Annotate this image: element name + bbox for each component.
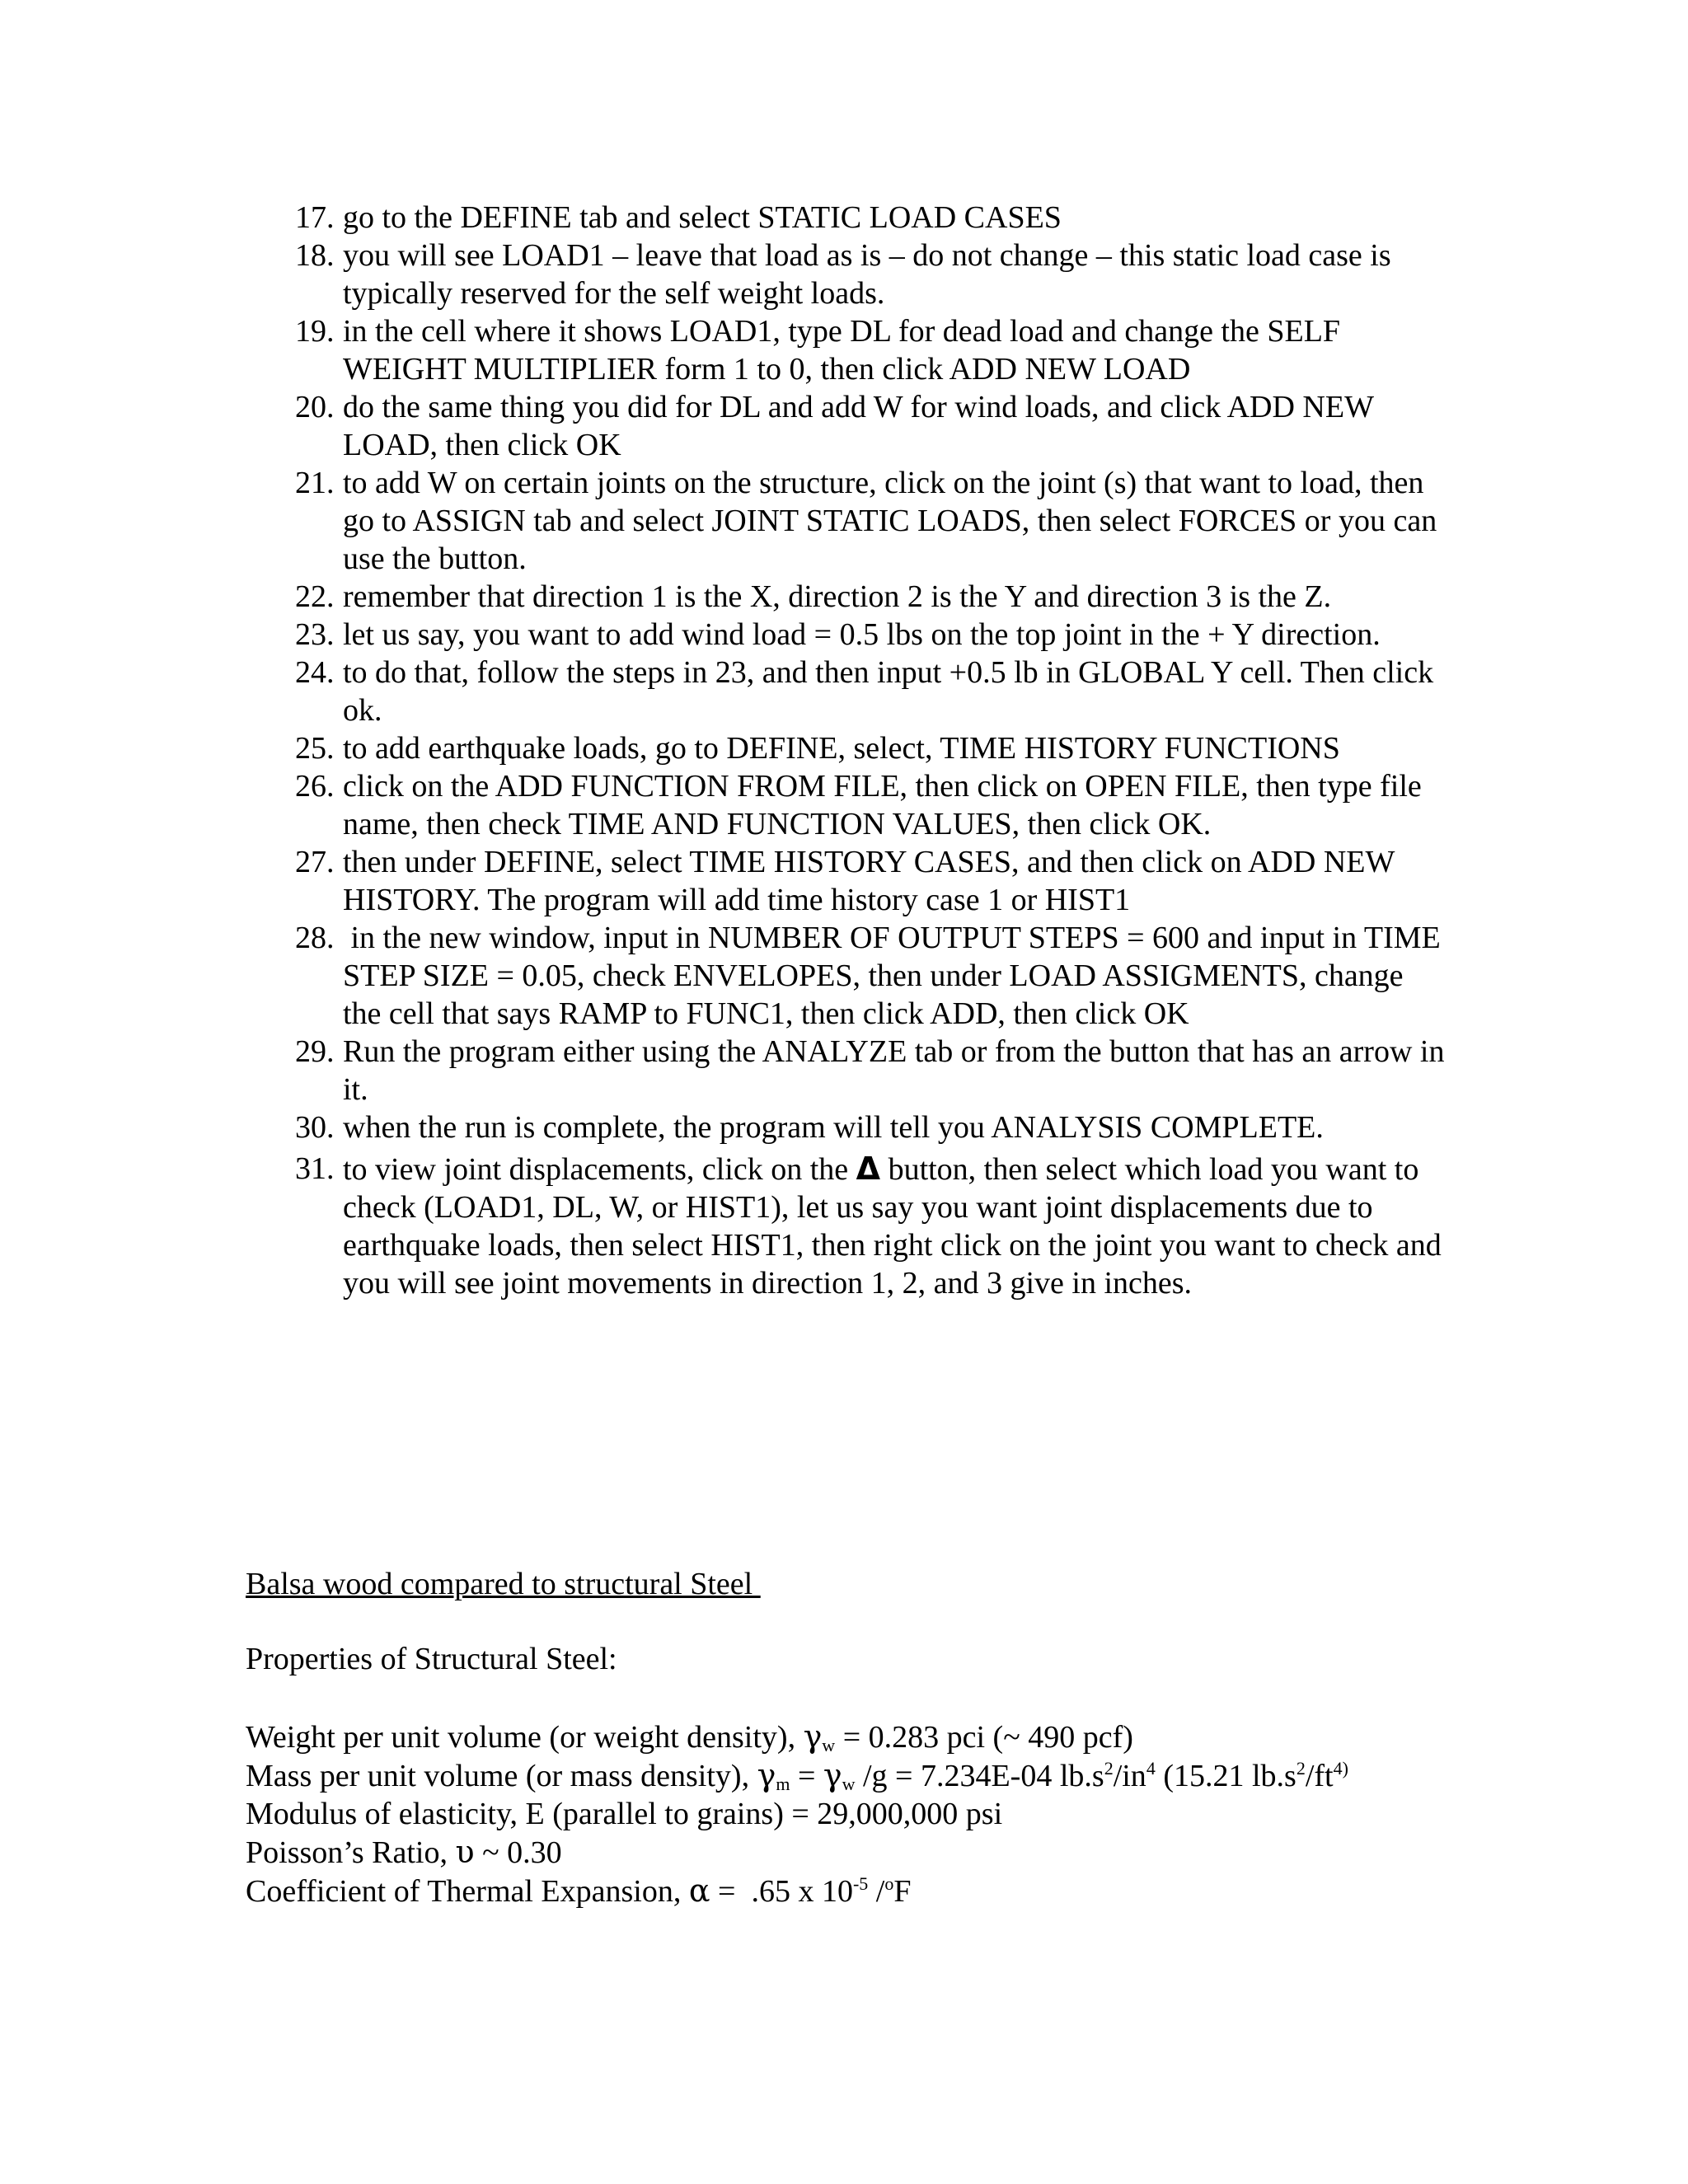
- step-number: 18.: [295, 238, 335, 273]
- step-text: to add W on certain joints on the structure, click on the joint (s) that want to load, then go to ASSIGN tab and select JOINT STATIC LOADS, then select FORCES or you can use the button.: [343, 466, 1437, 576]
- step-number: 27.: [295, 845, 335, 879]
- thermal-expansion-line: [246, 1872, 1482, 1910]
- step-number: 23.: [295, 617, 335, 652]
- step-text: [343, 1150, 1449, 1302]
- upsilon-symbol: υ: [455, 1834, 475, 1870]
- step-18: [295, 237, 1449, 312]
- step-text: go to the DEFINE tab and select STATIC LOAD CASES: [343, 200, 1062, 235]
- superscript: 4: [1146, 1758, 1156, 1779]
- section-heading: Balsa wood compared to structural Steel: [246, 1567, 761, 1601]
- superscript: 2: [1104, 1758, 1114, 1779]
- step-19: [295, 312, 1449, 388]
- step-21: [295, 464, 1449, 578]
- step-text: in the new window, input in NUMBER OF OUTPUT STEPS = 600 and input in TIME STEP SIZE = 0.05, check ENVELOPES, then under LOAD ASSIGMENTS, change the cell that says RAMP to FUNC1, then click ADD, then click OK: [343, 921, 1449, 1031]
- unit-text: F: [893, 1874, 912, 1909]
- weight-density-value: = 0.283 pci (~ 490 pcf): [835, 1720, 1133, 1755]
- subscript: w: [842, 1774, 856, 1794]
- step-29: [295, 1033, 1449, 1108]
- gamma-symbol: γ: [757, 1757, 776, 1793]
- step-number: 31.: [295, 1151, 335, 1186]
- step-20: [295, 388, 1449, 464]
- poisson-value: ~ 0.30: [474, 1835, 562, 1870]
- poisson-line: [246, 1833, 1482, 1872]
- step-25: [295, 729, 1449, 767]
- thermal-expansion-label: Coefficient of Thermal Expansion,: [246, 1874, 689, 1909]
- mass-density-label: Mass per unit volume (or mass density),: [246, 1759, 757, 1793]
- step-text: to add earthquake loads, go to DEFINE, select, TIME HISTORY FUNCTIONS: [343, 731, 1340, 766]
- mass-density-alt-value: (15.21 lb.s: [1155, 1759, 1296, 1793]
- modulus-line: Modulus of elasticity, E (parallel to grains) = 29,000,000 psi: [246, 1797, 1003, 1831]
- unit-text: /ft: [1305, 1759, 1334, 1793]
- step-number: 22.: [295, 579, 335, 614]
- step-number: 26.: [295, 769, 335, 804]
- mass-density-line: [246, 1756, 1482, 1795]
- equals-sign: =: [790, 1759, 823, 1793]
- step-text: let us say, you want to add wind load = 0.5 lbs on the top joint in the + Y direction.: [343, 617, 1381, 652]
- step-text: do the same thing you did for DL and add W for wind loads, and click ADD NEW LOAD, then click OK: [343, 390, 1374, 462]
- step-number: 20.: [295, 390, 335, 424]
- step-text: to do that, follow the steps in 23, and then input +0.5 lb in GLOBAL Y cell. Then click ok.: [343, 655, 1434, 728]
- steel-properties: [246, 1718, 1482, 1910]
- subscript: w: [822, 1735, 836, 1755]
- superscript: -5: [852, 1873, 869, 1894]
- properties-title: Properties of Structural Steel:: [246, 1642, 617, 1676]
- step-27: [295, 843, 1449, 919]
- step-24: [295, 654, 1449, 729]
- thermal-expansion-value: = .65 x 10: [710, 1874, 853, 1909]
- poisson-label: Poisson’s Ratio,: [246, 1835, 456, 1870]
- step-28: [295, 919, 1449, 1033]
- superscript: 2: [1296, 1758, 1306, 1779]
- unit-text: /in: [1113, 1759, 1146, 1793]
- step-17: [295, 199, 1449, 237]
- instruction-steps: [295, 199, 1449, 1302]
- step-text: click on the ADD FUNCTION FROM FILE, then click on OPEN FILE, then type file name, then check TIME AND FUNCTION VALUES, then click OK.: [343, 769, 1422, 841]
- step-text-before: to view joint displacements, click on the: [343, 1152, 856, 1187]
- step-number: 28.: [295, 921, 335, 955]
- step-number: 21.: [295, 466, 335, 500]
- step-text: when the run is complete, the program will tell you ANALYSIS COMPLETE.: [343, 1110, 1324, 1145]
- step-number: 17.: [295, 200, 335, 235]
- step-text: Run the program either using the ANALYZE tab or from the button that has an arrow in it.: [343, 1034, 1445, 1107]
- step-number: 30.: [295, 1110, 335, 1145]
- unit-text: /: [868, 1874, 885, 1909]
- step-number: 29.: [295, 1034, 335, 1069]
- degree-superscript: o: [884, 1873, 894, 1894]
- gamma-symbol: γ: [803, 1718, 823, 1755]
- gamma-symbol: γ: [823, 1757, 842, 1793]
- superscript: 4): [1333, 1758, 1348, 1779]
- step-number: 25.: [295, 731, 335, 766]
- step-text-after: button, then select which load you want to check (LOAD1, DL, W, or HIST1), let us say you want joint displacements due to earthquake loads, then select HIST1, then right click on the joint you want to check and you will see joint movements in direction 1, 2, and 3 give in inches.: [343, 1152, 1442, 1301]
- step-number: 24.: [295, 655, 335, 690]
- step-text: you will see LOAD1 – leave that load as is – do not change – this static load case is typically reserved for the self weight loads.: [343, 238, 1391, 311]
- subscript: m: [776, 1774, 790, 1794]
- step-31: [295, 1150, 1449, 1302]
- step-text: in the cell where it shows LOAD1, type DL for dead load and change the SELF WEIGHT MULTIPLIER form 1 to 0, then click ADD NEW LOAD: [343, 314, 1341, 387]
- mass-density-value: /g = 7.234E-04 lb.s: [855, 1759, 1104, 1793]
- alpha-symbol: α: [688, 1872, 710, 1909]
- delta-icon: Δ: [856, 1151, 881, 1187]
- step-26: [295, 767, 1449, 843]
- step-30: [295, 1108, 1449, 1146]
- weight-density-label: Weight per unit volume (or weight density),: [246, 1720, 804, 1755]
- step-text: remember that direction 1 is the X, direction 2 is the Y and direction 3 is the Z.: [343, 579, 1332, 614]
- weight-density-line: [246, 1718, 1482, 1756]
- step-22: [295, 578, 1449, 616]
- step-text: then under DEFINE, select TIME HISTORY CASES, and then click on ADD NEW HISTORY. The program will add time history case 1 or HIST1: [343, 845, 1395, 917]
- step-number: 19.: [295, 314, 335, 349]
- step-23: [295, 616, 1449, 654]
